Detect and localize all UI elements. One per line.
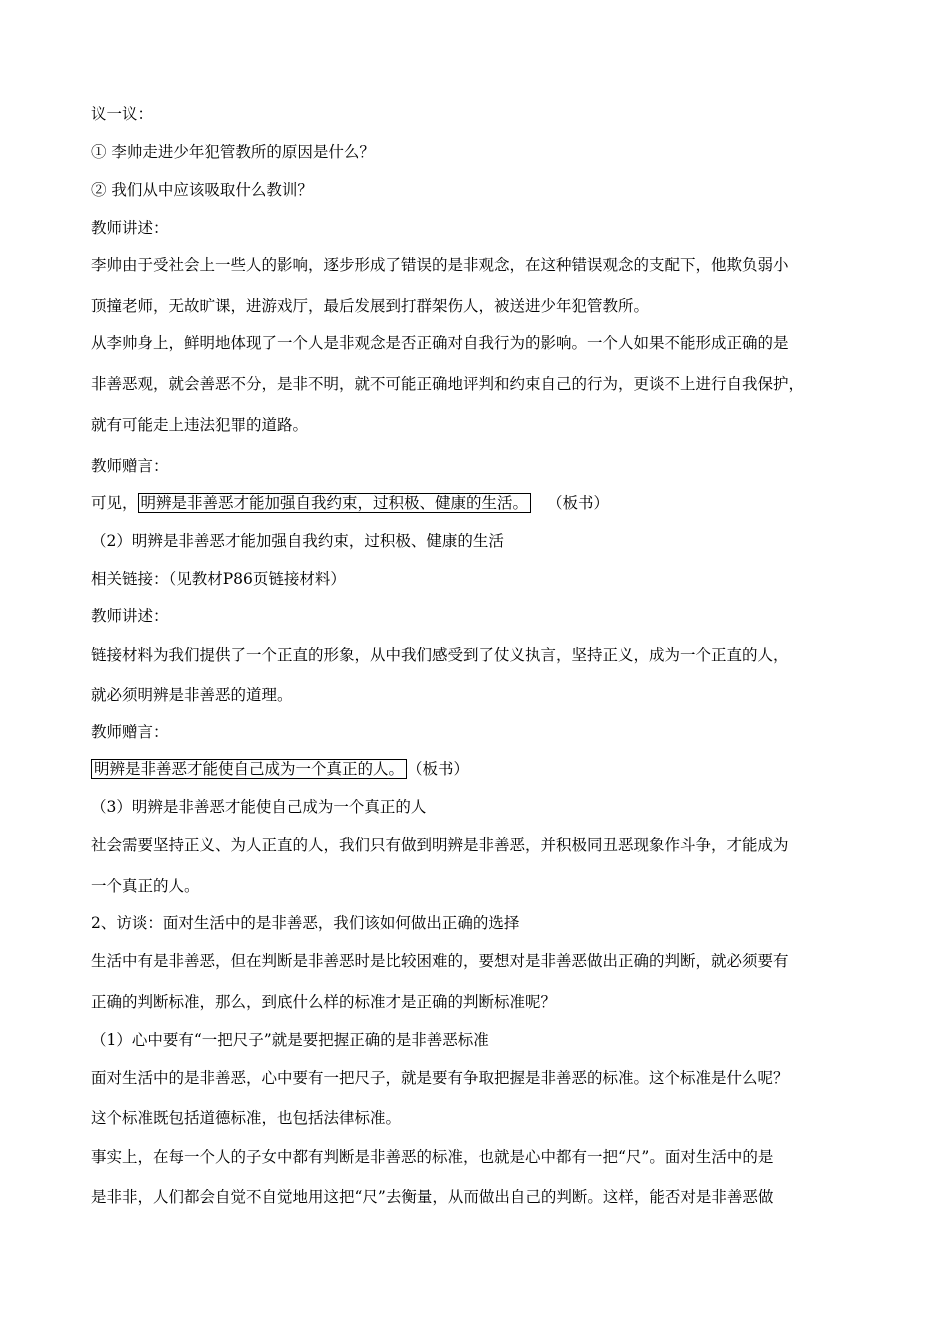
- paragraph-line: 非善恶观，就会善恶不分，是非不明，就不可能正确地评判和约束自己的行为，更谈不上进行自我保护，: [91, 375, 805, 393]
- blackboard-note: （板书）: [407, 760, 470, 778]
- boxed-statement: 明辨是非善恶才能使自己成为一个真正的人。: [91, 759, 407, 779]
- point-3: （3）明辨是非善恶才能使自己成为一个真正的人: [91, 798, 427, 816]
- related-link: 相关链接：（见教材P86页链接材料）: [91, 570, 346, 588]
- question-1: ① 李帅走进少年犯管教所的原因是什么？: [91, 143, 375, 161]
- paragraph-line: 事实上，在每一个人的子女中都有判断是非善恶的标准，也就是心中都有一把“尺”。面对生活中的是: [91, 1148, 774, 1166]
- teacher-narration-heading: 教师讲述：: [91, 607, 169, 625]
- paragraph-line: 从李帅身上，鲜明地体现了一个人是非观念是否正确对自我行为的影响。一个人如果不能形成正确的是: [91, 334, 789, 352]
- paragraph-line: 李帅由于受社会上一些人的影响，逐步形成了错误的是非观念，在这种错误观念的支配下，他欺负弱小: [91, 256, 789, 274]
- teacher-narration-heading: 教师讲述：: [91, 219, 169, 237]
- teacher-quote-heading: 教师赠言：: [91, 457, 169, 475]
- statement-prefix: 可见，: [91, 494, 138, 512]
- paragraph-line: 社会需要坚持正义、为人正直的人，我们只有做到明辨是非善恶，并积极同丑恶现象作斗争，才能成为: [91, 836, 789, 854]
- paragraph-line: 顶撞老师，无故旷课，进游戏厅，最后发展到打群架伤人，被送进少年犯管教所。: [91, 297, 650, 315]
- boxed-statement-line: [91, 493, 609, 513]
- discussion-heading: 议一议：: [91, 105, 154, 123]
- point-1-ruler: （1）心中要有“一把尺子”就是要把握正确的是非善恶标准: [91, 1031, 489, 1049]
- boxed-statement-line: [91, 759, 469, 779]
- section-2-heading: 2、访谈：面对生活中的是非善恶，我们该如何做出正确的选择: [91, 914, 520, 932]
- paragraph-line: 是非非，人们都会自觉不自觉地用这把“尺”去衡量，从而做出自己的判断。这样，能否对是非善恶做: [91, 1188, 774, 1206]
- paragraph-line: 链接材料为我们提供了一个正直的形象，从中我们感受到了仗义执言，坚持正义，成为一个正直的人，: [91, 646, 789, 664]
- blackboard-note: （板书）: [547, 494, 610, 512]
- paragraph-line: 一个真正的人。: [91, 877, 200, 895]
- boxed-statement: 明辨是非善恶才能加强自我约束，过积极、健康的生活。: [138, 493, 532, 513]
- question-2: ② 我们从中应该吸取什么教训？: [91, 181, 313, 199]
- paragraph-line: 就必须明辨是非善恶的道理。: [91, 686, 293, 704]
- paragraph-line: 这个标准既包括道德标准，也包括法律标准。: [91, 1109, 402, 1127]
- paragraph-line: 正确的判断标准，那么，到底什么样的标准才是正确的判断标准呢？: [91, 993, 557, 1011]
- paragraph-line: 就有可能走上违法犯罪的道路。: [91, 416, 309, 434]
- point-2: （2）明辨是非善恶才能加强自我约束，过积极、健康的生活: [91, 532, 504, 550]
- paragraph-line: 面对生活中的是非善恶，心中要有一把尺子，就是要有争取把握是非善恶的标准。这个标准是什么呢？: [91, 1069, 789, 1087]
- paragraph-line: 生活中有是非善恶，但在判断是非善恶时是比较困难的，要想对是非善恶做出正确的判断，就必须要有: [91, 952, 789, 970]
- teacher-quote-heading: 教师赠言：: [91, 723, 169, 741]
